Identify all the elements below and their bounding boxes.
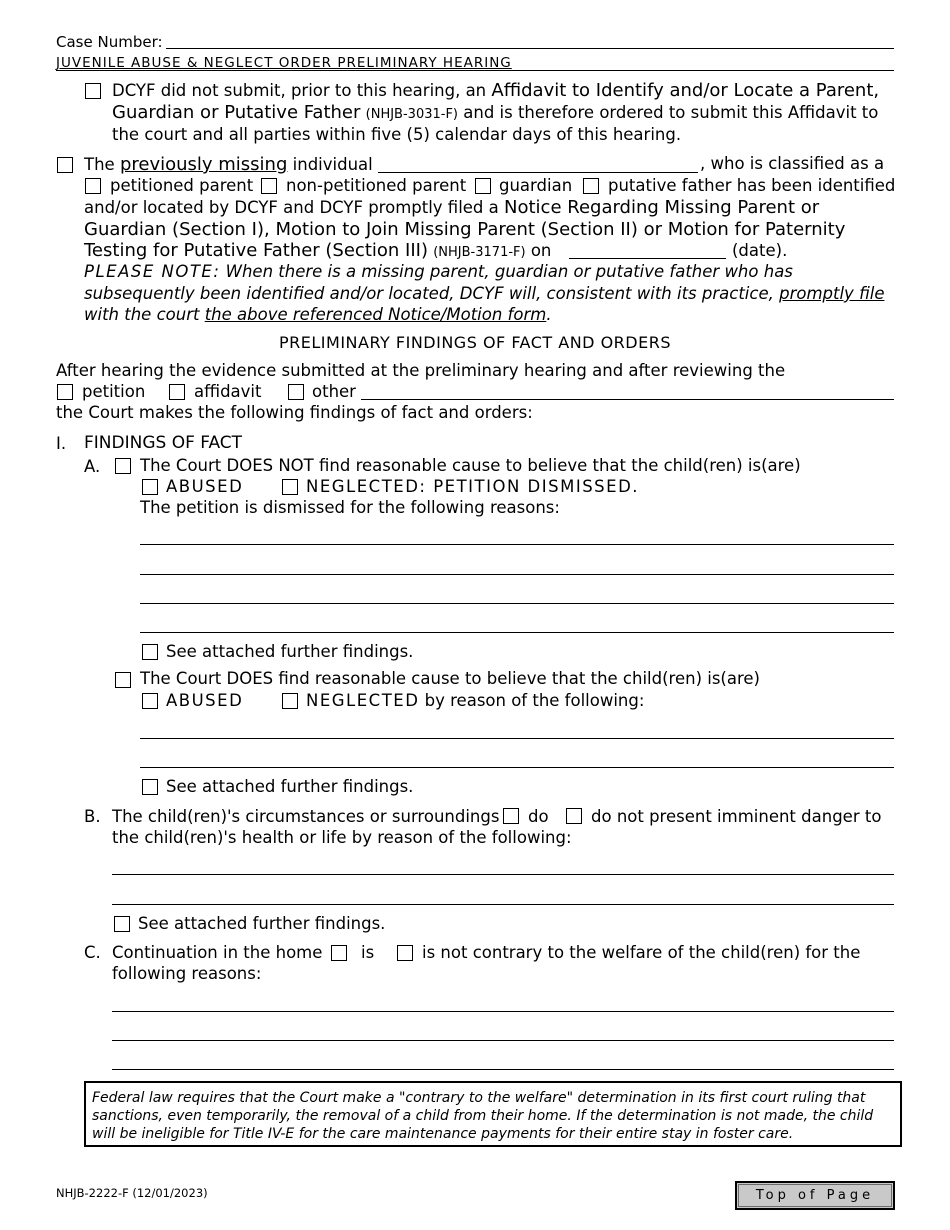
see-attached-label-2: See attached further findings. [166, 777, 414, 796]
finding-b-line1: The child(ren)'s circumstances or surroundings [112, 807, 500, 826]
non-petitioned-parent-label: non-petitioned parent [286, 176, 467, 195]
abuse-reason-line-1[interactable] [140, 738, 894, 739]
does-find-checkbox[interactable] [115, 672, 131, 688]
other-checkbox[interactable] [288, 384, 304, 400]
welfare-reason-line-3[interactable] [112, 1069, 894, 1070]
finding-b-line2: the child(ren)'s health or life by reason of the following: [112, 828, 572, 847]
date-label: (date). [732, 241, 788, 260]
missing-individual-field[interactable] [378, 172, 698, 173]
section-heading: PRELIMINARY FINDINGS OF FACT AND ORDERS [279, 333, 671, 352]
missing-text-line5: Testing for Putative Father (Section III) (NHJB-3171-F) on [84, 240, 552, 261]
welfare-reason-line-2[interactable] [112, 1040, 894, 1041]
danger-do-not-checkbox[interactable] [566, 808, 582, 824]
neglected-dismissed-checkbox[interactable] [282, 479, 298, 495]
header-rule [56, 70, 894, 71]
missing-text-line4: Guardian (Section I), Motion to Join Missing Parent (Section II) or Motion for Paternity [84, 219, 846, 240]
intro-line3: the Court makes the following findings of fact and orders: [56, 403, 533, 422]
dismissed-reasons-label: The petition is dismissed for the following reasons: [140, 498, 560, 517]
neglected-dismissed-label: NEGLECTED: PETITION DISMISSED. [306, 477, 640, 496]
findings-title: FINDINGS OF FACT [84, 433, 243, 453]
finding-c-label: C. [84, 943, 101, 962]
please-note-line2: subsequently been identified and/or located, DCYF will, consistent with its practice, promptly file [84, 284, 885, 303]
welfare-is-checkbox[interactable] [331, 945, 347, 961]
neglected-checkbox[interactable] [282, 693, 298, 709]
missing-identified-checkbox[interactable] [57, 157, 73, 173]
form-code: NHJB-2222-F (12/01/2023) [56, 1186, 208, 1200]
petitioned-parent-label: petitioned parent [110, 176, 254, 195]
finding-c-line2: following reasons: [112, 964, 262, 983]
intro-line1: After hearing the evidence submitted at the preliminary hearing and after reviewing the [56, 361, 786, 380]
case-number-field[interactable] [166, 48, 894, 49]
does-find-text: The Court DOES find reasonable cause to believe that the child(ren) is(are) [140, 669, 760, 688]
top-of-page-button[interactable]: Top of Page [735, 1181, 895, 1210]
danger-do-checkbox[interactable] [503, 808, 519, 824]
affidavit-text-line3: the court and all parties within five (5) calendar days of this hearing. [112, 125, 682, 144]
finding-c-line1: Continuation in the home [112, 943, 323, 962]
dismissed-reason-line-3[interactable] [140, 603, 894, 604]
please-note-line1: PLEASE NOTE: When there is a missing parent, guardian or putative father who has [84, 262, 793, 281]
filing-date-field[interactable] [569, 258, 726, 259]
see-attached-label-1: See attached further findings. [166, 642, 414, 661]
see-attached-checkbox-2[interactable] [142, 779, 158, 795]
abuse-reason-line-2[interactable] [140, 767, 894, 768]
guardian-label: guardian [499, 176, 573, 195]
affidavit-label: affidavit [194, 382, 262, 401]
finding-a-label: A. [84, 457, 101, 476]
other-label: other [312, 382, 356, 401]
non-petitioned-parent-checkbox[interactable] [261, 178, 277, 194]
danger-reason-line-2[interactable] [112, 904, 894, 905]
dismissed-reason-line-1[interactable] [140, 544, 894, 545]
affidavit-checkbox[interactable] [169, 384, 185, 400]
missing-text-line1: The previously missing individual [84, 154, 373, 175]
section-roman-numeral: I. [56, 434, 67, 453]
other-field[interactable] [361, 399, 894, 400]
welfare-is-not-label: is not contrary to the welfare of the child(ren) for the [422, 943, 861, 962]
missing-text-line1-end: , who is classified as a [700, 154, 885, 173]
petition-checkbox[interactable] [57, 384, 73, 400]
see-attached-checkbox-3[interactable] [114, 916, 130, 932]
danger-do-label: do [528, 807, 549, 826]
dismissed-reason-line-2[interactable] [140, 574, 894, 575]
not-abused-label: ABUSED [166, 477, 244, 496]
does-not-find-text: The Court DOES NOT find reasonable cause to believe that the child(ren) is(are) [140, 456, 801, 475]
federal-law-note: Federal law requires that the Court make a "contrary to the welfare" determination in its first court ruling that sanctions, even temporarily, the removal of a child from their home. If the determination is not made, the child will be ineligible for Title IV-E for the care maintenance payments for their entire stay in foster care. [84, 1081, 902, 1147]
form-title: JUVENILE ABUSE & NEGLECT ORDER PRELIMINARY HEARING [56, 55, 512, 71]
dismissed-reason-line-4[interactable] [140, 632, 894, 633]
abused-checkbox[interactable] [142, 693, 158, 709]
welfare-is-label: is [361, 943, 375, 962]
guardian-checkbox[interactable] [475, 178, 491, 194]
finding-b-label: B. [84, 807, 101, 826]
danger-reason-line-1[interactable] [112, 874, 894, 875]
petition-label: petition [82, 382, 146, 401]
see-attached-label-3: See attached further findings. [138, 914, 386, 933]
abused-label: ABUSED [166, 691, 244, 710]
danger-do-not-label: do not present imminent danger to [591, 807, 882, 826]
case-number-label: Case Number: [56, 33, 163, 51]
putative-father-checkbox[interactable] [583, 178, 599, 194]
welfare-is-not-checkbox[interactable] [397, 945, 413, 961]
neglected-by-reason-label: NEGLECTED by reason of the following: [306, 691, 645, 710]
missing-text-line3: and/or located by DCYF and DCYF promptly filed a Notice Regarding Missing Parent or [84, 197, 820, 218]
petitioned-parent-checkbox[interactable] [85, 178, 101, 194]
please-note-line3: with the court the above referenced Notice/Motion form. [84, 305, 552, 324]
see-attached-checkbox-1[interactable] [142, 644, 158, 660]
not-abused-checkbox[interactable] [142, 479, 158, 495]
affidavit-not-submitted-checkbox[interactable] [85, 83, 101, 99]
welfare-reason-line-1[interactable] [112, 1011, 894, 1012]
affidavit-text-line1: DCYF did not submit, prior to this hearing, an Affidavit to Identify and/or Locate a Parent, [112, 80, 880, 101]
putative-father-label: putative father has been identified [608, 176, 896, 195]
does-not-find-checkbox[interactable] [115, 458, 131, 474]
affidavit-text-line2: Guardian or Putative Father (NHJB-3031-F) and is therefore ordered to submit this Affidavit to [112, 102, 879, 123]
